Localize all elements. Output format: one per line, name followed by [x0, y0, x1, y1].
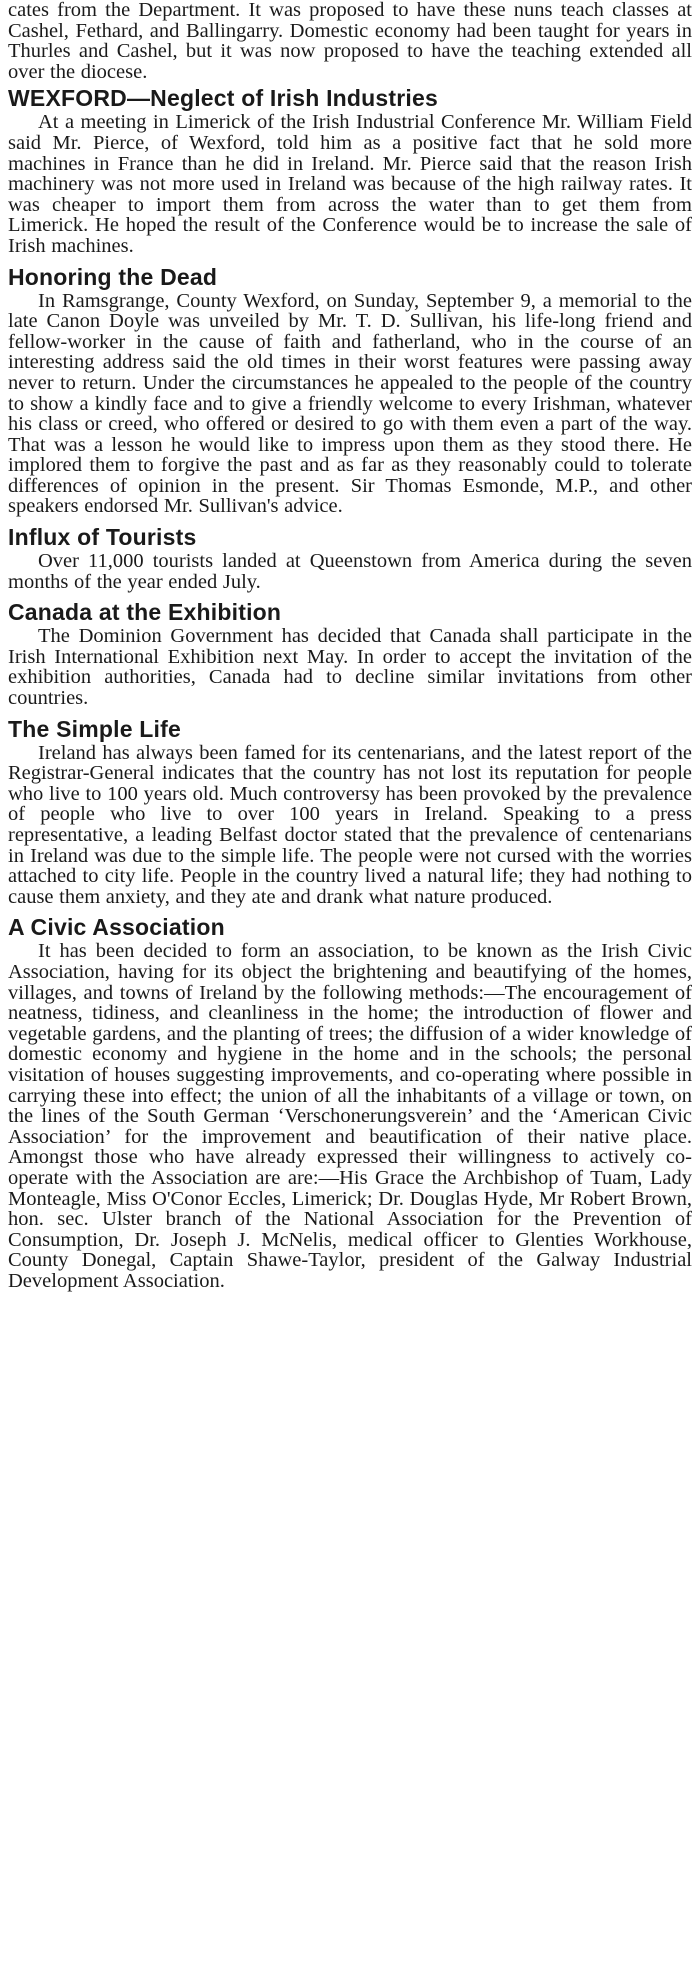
- body-canada-at-the-exhibition: The Dominion Government has decided that Canada shall participate in the Irish International Exhibition next May. In order to accept the invitation of the exhibition authorities, Canada had to decline similar invitations from other countries.: [8, 625, 692, 710]
- section-civic-association: [8, 914, 692, 1291]
- body-influx-of-tourists: Over 11,000 tourists landed at Queenstown from America during the seven months of the year ended July.: [8, 550, 692, 593]
- heading-wexford: WEXFORD—Neglect of Irish Industries: [8, 85, 438, 112]
- body-wexford: At a meeting in Limerick of the Irish Industrial Conference Mr. William Field said Mr. Pierce, of Wexford, told him as a positive fact that he sold more machines in France than he did in Ireland. Mr. Pierce said that the reason Irish machinery was not more used in Ireland was because of the high railway rates. It was cheaper to import them from across the water than to get them from Limerick. He hoped the result of the Conference would be to increase the sale of Irish machines.: [8, 111, 692, 257]
- body-civic-association: It has been decided to form an association, to be known as the Irish Civic Association, having for its object the brightening and beautifying of the homes, villages, and towns of Ireland by the following methods:—The encouragement of neatness, tidiness, and cleanliness in the home; the introduction of flower and vegetable gardens, and the planting of trees; the diffusion of a wider knowledge of domestic economy and hygiene in the home and in the schools; the personal visitation of houses suggesting improvements, and co-operating where possible in carrying these into effect; the union of all the inhabitants of a village or town, on the lines of the South German ‘Verschonerungsverein’ and the ‘American Civic Association’ for the improvement and beautification of their native place. Amongst those who have already expressed their willingness to actively co-operate with the Association are are:—His Grace the Archbishop of Tuam, Lady Monteagle, Miss O'Conor Eccles, Limerick; Dr. Douglas Hyde, Mr Robert Brown, hon. sec. Ulster branch of the National Association for the Prevention of Consumption, Dr. Joseph J. McNelis, medical officer to Glenties Workhouse, County Donegal, Captain Shawe-Taylor, president of the Galway Industrial Development Association.: [8, 940, 692, 1292]
- section-the-simple-life: [8, 716, 692, 908]
- body-honoring-the-dead: In Ramsgrange, County Wexford, on Sunday, September 9, a memorial to the late Canon Doyle was unveiled by Mr. T. D. Sullivan, his life-long friend and fellow-worker in the cause of faith and fatherland, who in the course of an interesting address said the old times in their worst features were passing away never to return. Under the circumstances he appealed to the people of the country to show a kindly face and to give a friendly welcome to every Irishman, whatever his class or creed, who offered or desired to go with them even a part of the way. That was a lesson he would like to impress upon them as they stood there. He implored them to forgive the past and as far as they reasonably could to tolerate differences of opinion in the present. Sir Thomas Esmonde, M.P., and other speakers endorsed Mr. Sullivan's advice.: [8, 289, 692, 518]
- heading-the-simple-life: The Simple Life: [8, 715, 181, 742]
- heading-honoring-the-dead: Honoring the Dead: [8, 263, 218, 290]
- heading-civic-association: A Civic Association: [8, 914, 225, 941]
- section-honoring-the-dead: [8, 264, 692, 518]
- body-the-simple-life: Ireland has always been famed for its centenarians, and the latest report of the Registrar-General indicates that the country has not lost its reputation for people who live to 100 years old. Much controversy has been provoked by the prevalence of people who live to over 100 years in Ireland. Speaking to a press representative, a leading Belfast doctor stated that the prevalence of centenarians in Ireland was due to the simple life. The people were not cursed with the worries attached to city life. People in the country lived a natural life; they had nothing to cause them anxiety, and they ate and drank what nature produced.: [8, 741, 692, 908]
- heading-influx-of-tourists: Influx of Tourists: [8, 524, 197, 551]
- section-canada-at-the-exhibition: [8, 599, 692, 708]
- section-wexford: [8, 85, 692, 256]
- heading-canada-at-the-exhibition: Canada at the Exhibition: [8, 599, 282, 626]
- opening-paragraph: cates from the Department. It was proposed to have these nuns teach classes at Cashel, Fethard, and Ballingarry. Domestic economy had been taught for years in Thurles and Cashel, but it was now proposed to have the teaching extended all over the diocese.: [8, 0, 692, 83]
- section-influx-of-tourists: [8, 524, 692, 592]
